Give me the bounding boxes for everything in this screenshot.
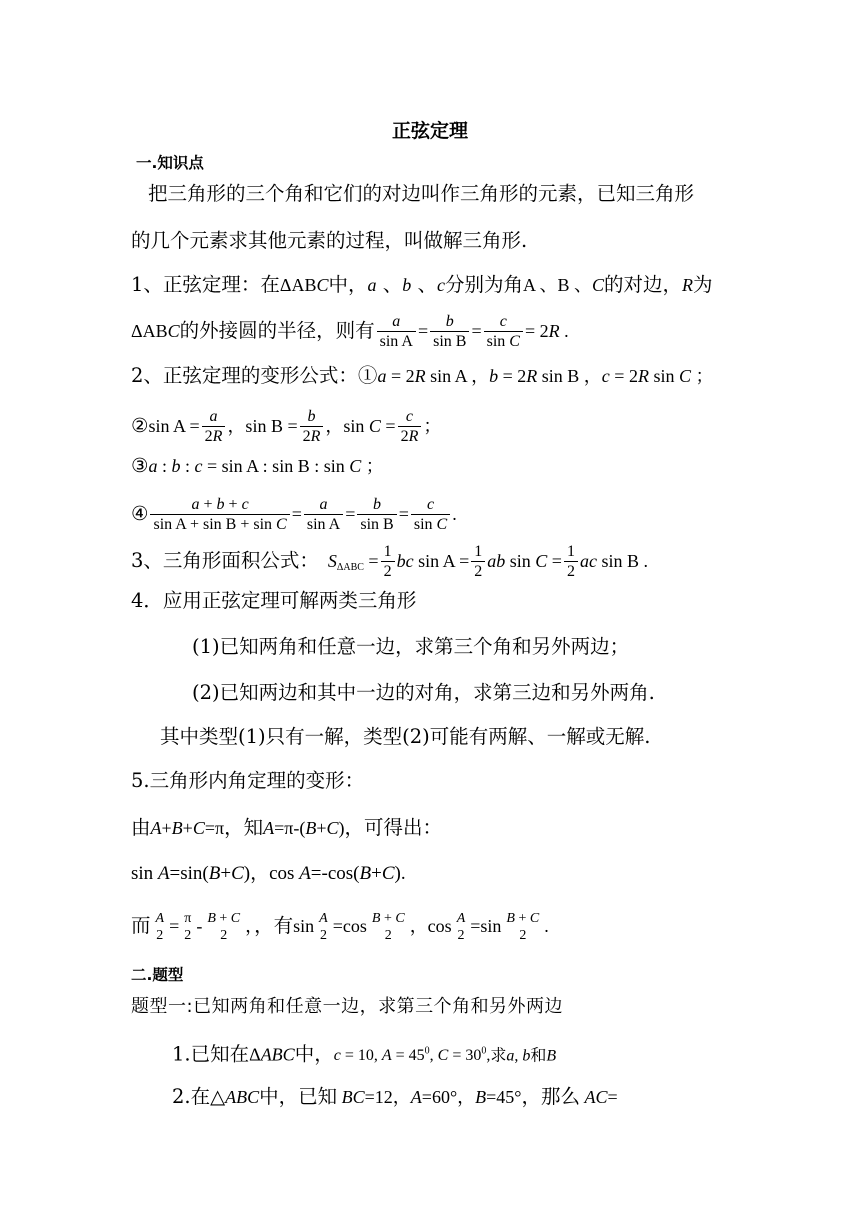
item-5-line-2	[131, 860, 406, 887]
question-1: 1.已知在ΔABC中，c = 10, $A = 45^0$, $C = 30^0$,求a, b和B	[172, 1042, 557, 1066]
formula: A 2	[155, 910, 165, 943]
type-1-heading: 题型一:已知两角和任意一边，求第三个角和另外两边	[131, 996, 564, 1017]
item-5-line-1: 由A+B+C=π，知A=π-(B+C)，可得出：	[131, 816, 443, 839]
sine-variant-line-2: ②sin A = $\frac{a}{2R}$ ，sin B = $\frac{b}{2R}$ ，sin C = $\frac{c}{2R}$ ；	[131, 408, 442, 445]
formula: $\frac{a + b + c}{\text{sin A + sin B + sin C}}$	[150, 495, 289, 534]
intro-line-1: 把三角形的三个角和它们的对边叫作三角形的元素，已知三角形	[148, 182, 695, 205]
intro-line-2: 的几个元素求其他元素的过程，叫做解三角形.	[131, 229, 528, 252]
section-heading-knowledge: 一.知识点	[136, 154, 204, 172]
item-4-note: 其中类型(1)只有一解，类型(2)可能有两解、一解或无解.	[160, 725, 651, 748]
area-formula-line: 3、三角形面积公式： $S_{\Delta ABC}$ = $\frac{1}{2}$ bc sin A = $\frac{1}{2}$ ab sin C = $\frac{1}{2}$ ac sin B .	[131, 543, 648, 580]
formula: ΔABC	[279, 275, 329, 295]
formula: $S_{\Delta ABC}$ =	[327, 551, 379, 573]
formula: sin A=sin(B+C)，cos A=-cos(B+C).	[131, 863, 406, 884]
section-heading-types: 二.题型	[131, 966, 184, 984]
item-5-heading: 5.三角形内角定理的变形：	[131, 769, 365, 792]
sine-variant-line-1: 2、正弦定理的变形公式：①a = 2R sin A ，b = 2R sin B ，c = 2R sin C ；	[131, 364, 714, 387]
item-4-case-1: (1)已知两角和任意一边，求第三个角和另外两边；	[192, 635, 630, 658]
formula: a = 2R sin A ，b = 2R sin B ，c = 2R sin C ；	[377, 366, 714, 386]
question-2: 2.在△ABC中，已知 BC=12，A=60°，B=45°，那么 AC=	[172, 1085, 618, 1108]
law-of-sines-line-2: ΔABC的外接圆的半径，则有 $\frac{a}{\text{sin A}}$ = $\frac{b}{\text{sin B}}$ = $\frac{c}{\text{sin C}}$ = 2R .	[131, 313, 569, 350]
item-4-heading: 4．应用正弦定理可解两类三角形	[131, 589, 417, 612]
formula: c = 10, $A = 45^0$, $C = 30^0$,	[333, 1046, 491, 1065]
item-4-case-2: (2)已知两边和其中一边的对角，求第三边和另外两角.	[192, 681, 655, 704]
law-of-sines-line-1: 1、正弦定理：在ΔABC中，a 、b 、c分别为角A 、B 、C的对边，R为	[131, 273, 713, 296]
formula: $\frac{a}{2R}$	[202, 407, 226, 446]
page-title: 正弦定理	[391, 120, 468, 142]
item-5-line-3: 而 A 2 = π 2 - B + C 2 ，，有sin A 2 =cos B + C 2 ，cos A 2 =sin B + C 2 .	[131, 910, 549, 943]
sine-variant-line-3: ③a : b : c = sin A : sin B : sin C ；	[131, 454, 384, 477]
formula: $\frac{a}{\text{sin A}}$	[377, 312, 416, 351]
sine-variant-line-4: ④ $\frac{a + b + c}{\text{sin A + sin B + sin C}}$ = $\frac{a}{\text{sin A}}$ = $\frac{b}{\text{sin B}}$ = $\frac{c}{\text{sin C}}$ .	[131, 496, 457, 533]
formula: a	[367, 275, 377, 295]
formula: a : b : c = sin A : sin B : sin C ；	[148, 456, 384, 476]
